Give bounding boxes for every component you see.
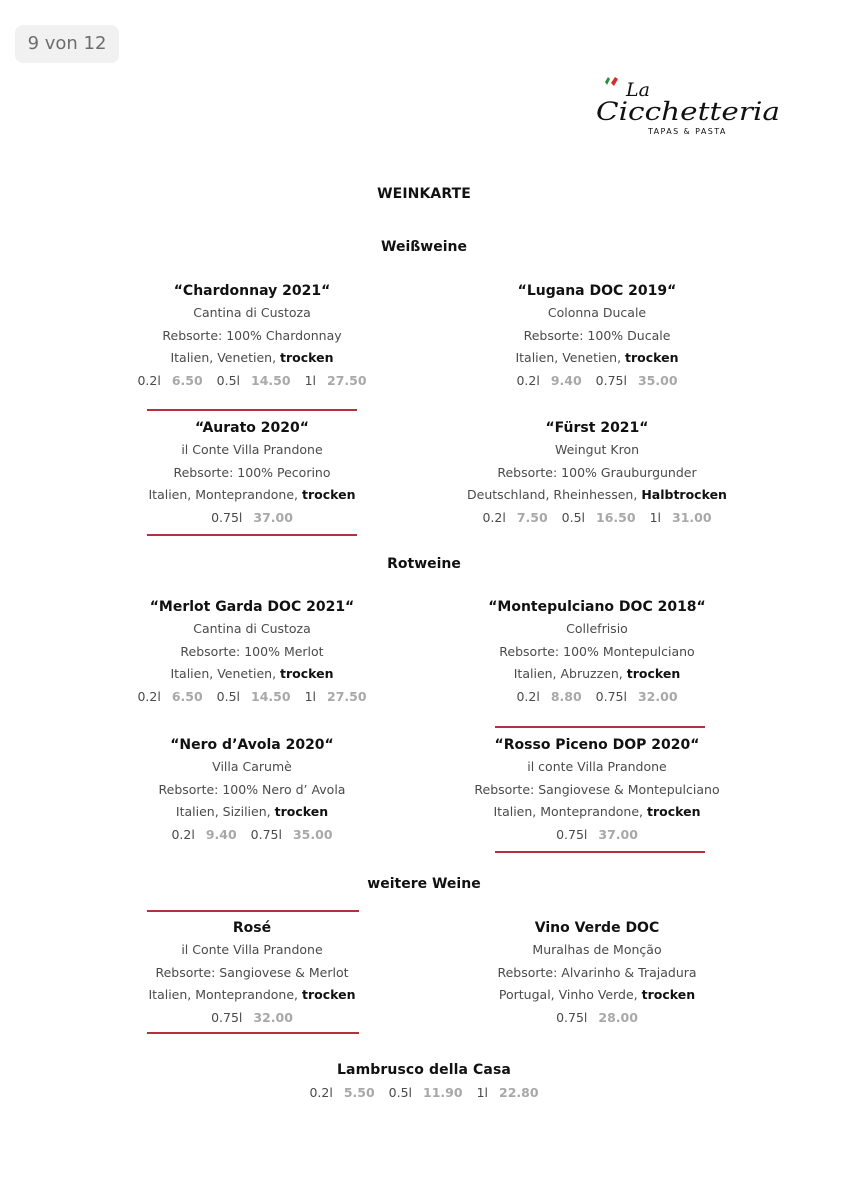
- bottle-size: 0.75l: [211, 509, 243, 525]
- wine-prices: [82, 1007, 422, 1030]
- price-pair: [217, 689, 305, 704]
- price-pair: [389, 1085, 477, 1100]
- page-counter: 9 von 12: [15, 25, 119, 63]
- wine-name: “Fürst 2021“: [545, 420, 649, 436]
- wine-origin: Italien, Monteprandone,: [148, 487, 299, 502]
- wine-producer: Collefrisio: [566, 621, 628, 636]
- price-pair: [211, 510, 293, 525]
- wine-origin-line: [82, 984, 422, 1007]
- wine-origin: Portugal, Vinho Verde,: [498, 987, 638, 1002]
- wine-origin: Italien, Venetien,: [170, 350, 277, 365]
- wine-card-vino-verde: [427, 917, 767, 1029]
- bottle-size: 1l: [304, 372, 316, 388]
- bottle-size: 0.2l: [516, 688, 540, 704]
- house-wine-name: Lambrusco della Casa: [337, 1062, 511, 1078]
- wine-style: Halbtrocken: [641, 487, 727, 502]
- section-heading-weitere-weine: weitere Weine: [367, 876, 481, 892]
- wine-card-chardonnay: [82, 280, 422, 392]
- wine-origin-line: [427, 484, 767, 507]
- price-value: 32.00: [253, 1009, 293, 1025]
- price-value: 35.00: [292, 826, 333, 842]
- price-pair: [516, 689, 595, 704]
- wine-prices: [427, 370, 767, 393]
- wine-style: trocken: [302, 487, 356, 502]
- wine-prices: [427, 686, 767, 709]
- bottle-size: 0.2l: [309, 1085, 333, 1100]
- wine-grape: Rebsorte: 100% Ducale: [523, 327, 671, 343]
- wine-grape: Rebsorte: 100% Montepulciano: [499, 643, 695, 659]
- price-value: 5.50: [343, 1085, 375, 1100]
- price-pair: [137, 373, 216, 388]
- wine-name: Vino Verde DOC: [534, 920, 660, 936]
- bottle-size: 1l: [649, 509, 661, 525]
- price-value: 6.50: [171, 372, 203, 388]
- divider: [147, 409, 357, 411]
- price-value: 6.50: [171, 688, 203, 704]
- wine-origin-line: [427, 801, 767, 824]
- wine-grape: Rebsorte: Sangiovese & Montepulciano: [474, 781, 720, 797]
- price-value: 16.50: [596, 509, 636, 525]
- wine-name: “Merlot Garda DOC 2021“: [149, 599, 355, 615]
- price-value: 37.00: [598, 826, 638, 842]
- wine-prices: [427, 507, 767, 530]
- bottle-size: 0.2l: [137, 688, 161, 704]
- wine-card-nero-davola: [82, 734, 422, 846]
- wine-card-rosso-piceno: [427, 734, 767, 846]
- wine-producer: il conte Villa Prandone: [527, 759, 667, 774]
- wine-style: trocken: [274, 804, 329, 819]
- wine-origin: Deutschland, Rheinhessen,: [467, 487, 638, 502]
- price-pair: [171, 827, 250, 842]
- wine-origin: Italien, Sizilien,: [175, 804, 271, 819]
- divider: [147, 534, 357, 536]
- wine-name: “Montepulciano DOC 2018“: [488, 599, 706, 615]
- wine-producer: Villa Carumè: [212, 759, 292, 774]
- wine-name: “Rosso Piceno DOP 2020“: [494, 737, 700, 753]
- menu-title: WEINKARTE: [377, 186, 471, 202]
- wine-style: trocken: [302, 987, 356, 1002]
- price-pair: [137, 689, 216, 704]
- restaurant-logo: [596, 76, 782, 138]
- wine-card-merlot-garda: [82, 596, 422, 708]
- logo-line2: Cicchetteria: [596, 97, 780, 126]
- price-pair: [211, 1010, 293, 1025]
- wine-producer: Colonna Ducale: [547, 305, 647, 320]
- wine-name: Rosé: [232, 920, 272, 936]
- wine-origin: Italien, Abruzzen,: [513, 666, 623, 681]
- wine-style: trocken: [626, 666, 681, 681]
- wine-origin: Italien, Monteprandone,: [493, 804, 644, 819]
- wine-producer: Muralhas de Monção: [532, 942, 662, 957]
- house-wine-prices: [0, 1082, 848, 1105]
- price-value: 9.40: [550, 372, 582, 388]
- price-value: 11.90: [423, 1085, 463, 1100]
- price-value: 35.00: [637, 372, 678, 388]
- bottle-size: 0.5l: [561, 509, 586, 525]
- wine-origin-line: [427, 663, 767, 686]
- wine-prices: [82, 824, 422, 847]
- bottle-size: 1l: [304, 688, 316, 704]
- price-pair: [650, 510, 712, 525]
- price-value: 37.00: [253, 509, 293, 525]
- price-value: 32.00: [637, 688, 678, 704]
- bottle-size: 0.75l: [250, 826, 282, 842]
- wine-producer: il Conte Villa Prandone: [181, 942, 323, 957]
- price-pair: [482, 510, 561, 525]
- wine-origin-line: [82, 347, 422, 370]
- bottle-size: 0.75l: [556, 826, 588, 842]
- bottle-size: 0.5l: [216, 372, 241, 388]
- wine-prices: [82, 370, 422, 393]
- logo-line1: La: [626, 79, 650, 101]
- wine-style: trocken: [625, 350, 679, 365]
- section-heading-rotweine: Rotweine: [387, 556, 461, 572]
- wine-card-aurato: [82, 417, 422, 529]
- wine-producer: Weingut Kron: [554, 442, 640, 457]
- divider: [495, 726, 705, 728]
- wine-origin-line: [427, 347, 767, 370]
- wine-style: trocken: [641, 987, 696, 1002]
- wine-prices: [427, 1007, 767, 1030]
- price-value: 28.00: [598, 1009, 638, 1025]
- bottle-size: 0.5l: [216, 688, 241, 704]
- wine-origin: Italien, Venetien,: [515, 350, 622, 365]
- bottle-size: 0.2l: [516, 372, 540, 388]
- wine-origin-line: [82, 484, 422, 507]
- wine-grape: Rebsorte: 100% Grauburgunder: [497, 464, 697, 480]
- logo-tagline: TAPAS & PASTA: [648, 127, 727, 136]
- wine-origin: Italien, Venetien,: [170, 666, 277, 681]
- bottle-size: 0.75l: [595, 372, 627, 388]
- price-pair: [596, 373, 678, 388]
- bottle-size: 0.2l: [171, 826, 195, 842]
- price-pair: [251, 827, 333, 842]
- wine-card-montepulciano: [427, 596, 767, 708]
- price-value: 14.50: [251, 372, 291, 388]
- wine-grape: Rebsorte: Sangiovese & Merlot: [155, 964, 349, 980]
- price-value: 9.40: [205, 826, 237, 842]
- price-pair: [309, 1085, 388, 1100]
- bottle-size: 0.2l: [137, 372, 161, 388]
- wine-prices: [82, 507, 422, 530]
- wine-card-fuerst: [427, 417, 767, 529]
- bottle-size: 0.75l: [211, 1009, 243, 1025]
- wine-producer: il Conte Villa Prandone: [181, 442, 323, 457]
- price-value: 27.50: [327, 372, 367, 388]
- wine-style: trocken: [647, 804, 701, 819]
- wine-name: “Aurato 2020“: [195, 420, 309, 436]
- wine-card-lugana: [427, 280, 767, 392]
- divider: [147, 1032, 359, 1034]
- bottle-size: 0.75l: [595, 688, 627, 704]
- wine-name: “Chardonnay 2021“: [173, 283, 331, 299]
- bottle-size: 0.2l: [482, 509, 506, 525]
- wine-origin-line: [82, 801, 422, 824]
- price-pair: [556, 827, 638, 842]
- price-pair: [305, 689, 367, 704]
- wine-origin-line: [82, 663, 422, 686]
- price-pair: [562, 510, 650, 525]
- wine-grape: Rebsorte: 100% Chardonnay: [162, 327, 342, 343]
- wine-grape: Rebsorte: 100% Pecorino: [173, 464, 331, 480]
- wine-grape: Rebsorte: Alvarinho & Trajadura: [497, 964, 697, 980]
- price-pair: [477, 1085, 539, 1100]
- section-heading-weissweine: Weißweine: [381, 239, 467, 255]
- price-pair: [516, 373, 595, 388]
- wine-origin-line: [427, 984, 767, 1007]
- wine-producer: Cantina di Custoza: [193, 621, 311, 636]
- wine-name: “Nero d’Avola 2020“: [170, 737, 334, 753]
- bottle-size: 1l: [476, 1085, 488, 1100]
- divider: [495, 851, 705, 853]
- wine-prices: [82, 686, 422, 709]
- price-pair: [596, 689, 678, 704]
- wine-producer: Cantina di Custoza: [193, 305, 311, 320]
- wine-grape: Rebsorte: 100% Nero d’ Avola: [158, 781, 346, 797]
- price-value: 14.50: [251, 688, 291, 704]
- wine-style: trocken: [280, 350, 334, 365]
- wine-name: “Lugana DOC 2019“: [517, 283, 677, 299]
- price-pair: [556, 1010, 638, 1025]
- wine-style: trocken: [280, 666, 334, 681]
- wine-grape: Rebsorte: 100% Merlot: [180, 643, 324, 659]
- price-value: 7.50: [516, 509, 548, 525]
- bottle-size: 0.75l: [556, 1009, 588, 1025]
- wine-card-rose: [82, 917, 422, 1029]
- price-pair: [217, 373, 305, 388]
- price-value: 27.50: [327, 688, 367, 704]
- price-value: 22.80: [499, 1085, 539, 1100]
- divider: [147, 910, 359, 912]
- bottle-size: 0.5l: [388, 1085, 413, 1100]
- price-pair: [305, 373, 367, 388]
- wine-origin: Italien, Monteprandone,: [148, 987, 299, 1002]
- wine-prices: [427, 824, 767, 847]
- price-value: 31.00: [672, 509, 712, 525]
- price-value: 8.80: [550, 688, 582, 704]
